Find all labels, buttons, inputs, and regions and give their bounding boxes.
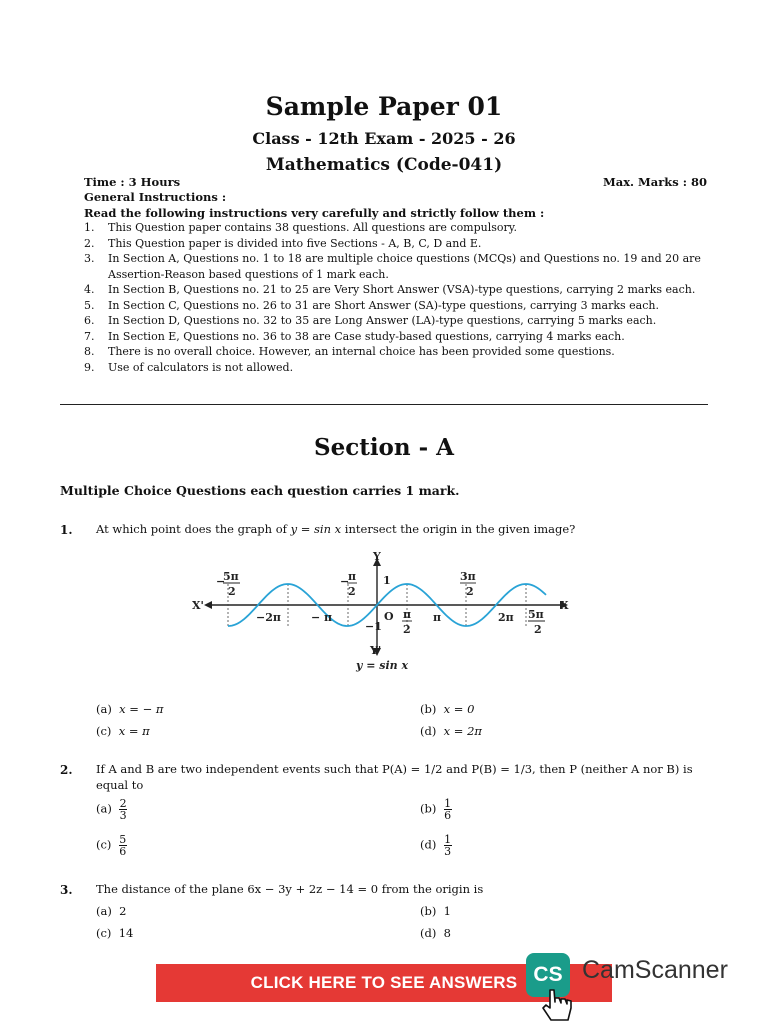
tick-5pi-2-den: 2 xyxy=(534,623,542,636)
y-one-label: 1 xyxy=(383,574,391,587)
tick-neg-5pi-2-num: 5π xyxy=(223,570,239,583)
question-text: The distance of the plane 6x − 3y + 2z − 14 = 0 from the origin is xyxy=(96,882,484,896)
instruction-item: 6. In Section D, Questions no. 32 to 35 are Long Answer (LA)-type questions, carrying 5 marks each. xyxy=(84,314,657,327)
tick-pi-2-num: π xyxy=(403,608,412,621)
mcq-heading: Multiple Choice Questions each question carries 1 mark. xyxy=(60,483,460,498)
fraction: $\frac{2}{3}$ xyxy=(119,797,127,822)
option-b[interactable]: (b) 1 xyxy=(420,904,451,918)
question-text: If A and B are two independent events such that P(A) = 1/2 and P(B) = 1/3, then P (neither A nor B) is xyxy=(96,762,693,776)
time-label: Time : 3 Hours xyxy=(84,175,181,189)
see-answers-button[interactable]: CLICK HERE TO SEE ANSWERS xyxy=(156,964,612,1002)
option-b[interactable]: (b) x = 0 xyxy=(420,702,475,716)
tick-pi-2-den: 2 xyxy=(403,623,411,636)
option-a[interactable]: (a) x = − π xyxy=(96,702,164,716)
option-d[interactable]: (d) x = 2π xyxy=(420,724,482,738)
x-axis-arrow-left xyxy=(204,601,212,609)
tick-neg-pi: − π xyxy=(311,611,333,624)
option-c[interactable]: (c) $\frac{5}{6}$ xyxy=(96,833,127,858)
equation: y = sin x xyxy=(290,522,342,536)
instruction-item: 4. In Section B, Questions no. 21 to 25 are Very Short Answer (VSA)-type questions, carrying 2 marks each. xyxy=(84,283,696,296)
tick-pi: π xyxy=(433,611,442,624)
exam-subtitle: Class - 12th Exam - 2025 - 26 xyxy=(252,129,516,148)
question-number: 2. xyxy=(60,763,73,777)
tick-3pi-2-num: 3π xyxy=(460,570,476,583)
y-minus-one-label: −1 xyxy=(365,620,382,633)
tick-neg-5pi-2-den: 2 xyxy=(228,585,236,598)
x-axis-neg-label: X' xyxy=(192,599,204,612)
camscanner-logo: CS xyxy=(526,953,570,997)
section-title: Section - A xyxy=(313,434,455,461)
instruction-item: 9. Use of calculators is not allowed. xyxy=(84,360,294,374)
option-d[interactable]: (d) $\frac{1}{3}$ xyxy=(420,833,452,858)
option-d[interactable]: (d) 8 xyxy=(420,926,451,940)
fraction: $\frac{1}{3}$ xyxy=(444,833,452,858)
question-number: 1. xyxy=(60,523,73,537)
tick-neg-pi-2-num: π xyxy=(348,570,357,583)
tick-3pi-2-den: 2 xyxy=(466,585,474,598)
paper-title: Sample Paper 01 xyxy=(265,92,503,121)
instructions-list xyxy=(84,220,710,375)
option-c[interactable]: (c) x = π xyxy=(96,724,150,738)
instruction-item: 8. There is no overall choice. However, an internal choice has been provided some questions. xyxy=(84,345,615,358)
option-c[interactable]: (c) 14 xyxy=(96,926,134,940)
graph-caption: y = sin x xyxy=(356,659,409,672)
option-b[interactable]: (b) $\frac{1}{6}$ xyxy=(420,797,452,822)
fraction: $\frac{1}{6}$ xyxy=(444,797,452,822)
y-axis-label: Y xyxy=(373,550,381,563)
origin-label: O xyxy=(384,610,394,623)
hand-pointer-icon xyxy=(538,988,578,1024)
tick-neg-pi-2-den: 2 xyxy=(348,585,356,598)
y-axis-neg-label: Y' xyxy=(370,644,382,657)
max-marks-label: Max. Marks : 80 xyxy=(603,175,707,189)
instruction-item: 2. This Question paper is divided into five Sections - A, B, C, D and E. xyxy=(84,236,482,250)
instruction-item: 3. In Section A, Questions no. 1 to 18 are multiple choice questions (MCQs) and Questions no. 19 and 20 are Assertion-Reason based questions of 1 mark each. xyxy=(84,252,701,281)
sine-graph xyxy=(190,548,580,676)
fraction: $\frac{5}{6}$ xyxy=(119,833,127,858)
tick-neg-2pi: −2π xyxy=(256,611,281,624)
tick-2pi: 2π xyxy=(498,611,514,624)
tick-5pi-2-num: 5π xyxy=(528,608,544,621)
read-note: Read the following instructions very carefully and strictly follow them : xyxy=(84,206,545,220)
instruction-item: 7. In Section E, Questions no. 36 to 38 are Case study-based questions, carrying 4 marks each. xyxy=(84,329,625,343)
subject-title: Mathematics (Code-041) xyxy=(265,155,503,175)
tick-neg-5pi-2-minus: − xyxy=(216,575,226,588)
divider xyxy=(60,404,708,405)
instruction-item: 5. In Section C, Questions no. 26 to 31 are Short Answer (SA)-type questions, carrying 3 marks each. xyxy=(84,298,659,312)
option-a[interactable]: (a) $\frac{2}{3}$ xyxy=(96,797,127,822)
instruction-item: 1. This Question paper contains 38 questions. All questions are compulsory. xyxy=(84,221,518,234)
general-instructions-heading: General Instructions : xyxy=(84,190,227,204)
option-a[interactable]: (a) 2 xyxy=(96,904,127,918)
question-number: 3. xyxy=(60,883,73,897)
question-text: At which point does the graph of y = sin x intersect the origin in the given image? xyxy=(96,522,576,536)
tick-neg-pi-2-minus: − xyxy=(340,575,350,588)
camscanner-wordmark: CamScanner xyxy=(582,956,728,984)
x-axis-label: X xyxy=(560,599,569,612)
question-text-continued: equal to xyxy=(96,778,144,792)
